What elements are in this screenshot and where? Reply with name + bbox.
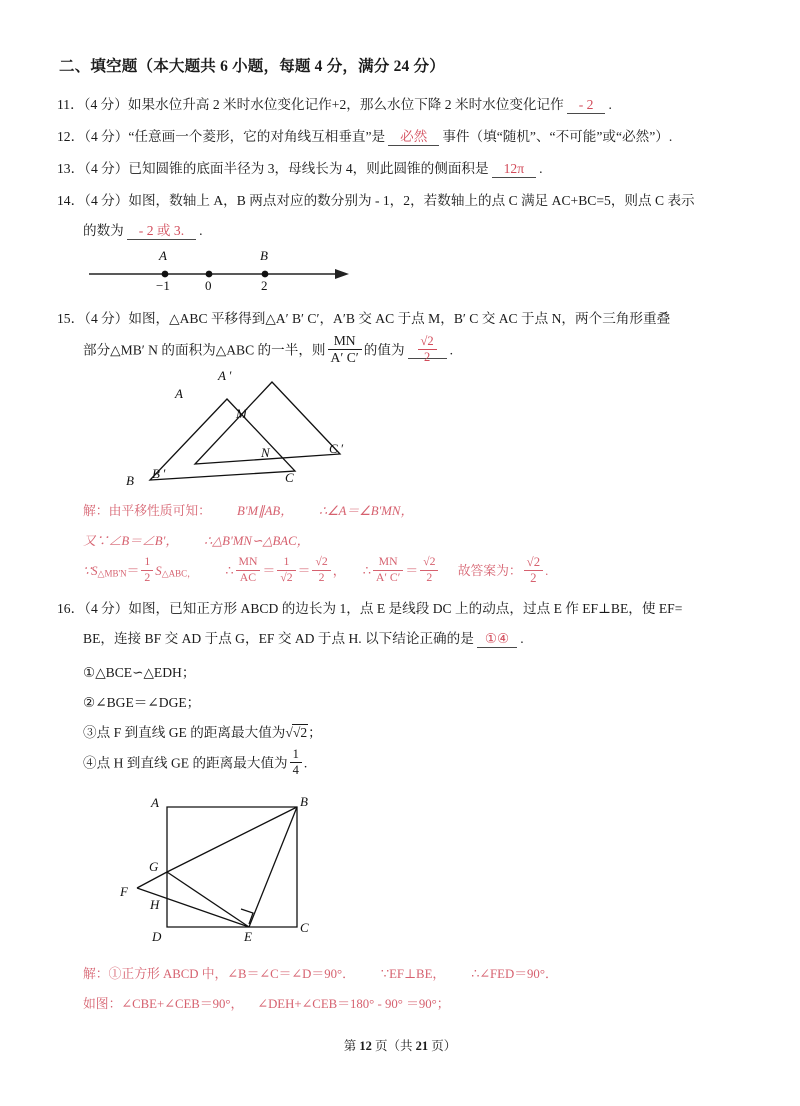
question-15-line1: 如图，△ABC 平移得到△A′ B′ C′，A′B 交 AC 于点 M，B′ C 交 AC 于点 N，两个三角形重叠 (128, 311, 671, 326)
solution-15-l3a-frac-bot: 2 (144, 570, 151, 584)
square-label-f: F (120, 883, 128, 899)
solution-16-l1c: ∴∠FED＝90°． (471, 966, 558, 981)
question-15 (57, 304, 754, 366)
triangle-label-m: M (236, 405, 247, 421)
question-16-line2 (57, 624, 754, 654)
question-14-line2-text: 的数为 (83, 223, 124, 238)
solution-15-l3a (83, 555, 197, 584)
question-12-answer[interactable]: 必然 (388, 129, 439, 146)
question-11-tail: . (608, 97, 612, 112)
solution-15-l3d-post: . (545, 563, 549, 578)
question-12 (57, 122, 754, 152)
question-11-text: 如果水位升高 2 米时水位变化记作+2，那么水位下降 2 米时水位变化记作 (127, 97, 564, 112)
question-14-line1: 如图，数轴上 A，B 两点对应的数分别为 - 1，2，若数轴上的点 C 满足 AC+BC=5，则点 C 表示 (128, 193, 695, 208)
square-label-g: G (149, 858, 159, 874)
solution-15-l3b-post: ， (332, 563, 346, 578)
solution-16 (57, 959, 754, 1019)
option-2-marker: ② (83, 694, 96, 710)
solution-16-l2a: 如图：∠CBE+∠CEB＝90°， (83, 996, 244, 1011)
question-13-text: 已知圆锥的底面半径为 3，母线长为 4，则此圆锥的侧面积是 (128, 161, 489, 176)
segment-bg (167, 807, 297, 872)
number-line-value-a: −1 (156, 278, 170, 293)
triangle-label-c-prime: C ′ (329, 440, 344, 456)
solution-15-l2a: 又∵∠B＝∠B'， (83, 533, 179, 548)
solution-15-l3a-post-sub: △ABC， (161, 567, 197, 578)
solution-15-l3d-pre: 故答案为： (457, 563, 522, 578)
solution-16-l2b: ∠DEH+∠CEB＝180° - 90° ＝90°； (257, 996, 450, 1011)
question-11 (57, 90, 754, 120)
question-13-number: 13． (57, 161, 85, 176)
question-15-line2-mid: 的值为 (363, 342, 405, 358)
triangle-label-a-prime: A ′ (218, 367, 232, 383)
option-4-fraction (290, 748, 302, 777)
solution-15-l3b-f3-top: √2 (312, 556, 330, 570)
question-14-line2 (57, 216, 754, 246)
solution-15-l3b-f2 (277, 556, 295, 584)
option-4-frac-bot: 4 (292, 763, 299, 778)
number-line-label-a: A (159, 248, 167, 263)
number-line-svg (87, 252, 357, 298)
solution-15-l3a-frac (141, 556, 153, 584)
solution-15-l3a-eq: ＝ (126, 563, 140, 578)
number-line-value-origin: 0 (205, 278, 212, 293)
question-16-line1: 如图，已知正方形 ABCD 的边长为 1，点 E 是线段 DC 上的动点，过点 E 作 EF⊥BE，使 EF= (128, 600, 683, 616)
option-3-text: 点 F 到直线 GE 的距离最大值为 (96, 724, 286, 740)
solution-15-l3c-pre: ∴ (362, 563, 371, 578)
solution-16-line-2 (83, 989, 754, 1019)
triangle-label-b-prime: B ′ (152, 465, 166, 481)
question-14-tail: . (199, 223, 203, 238)
solution-15-l3a-pre: ∵S (83, 563, 98, 578)
section-title: 二、填空题（本大题共 6 小题，每题 4 分，满分 24 分） (59, 58, 445, 75)
question-16-answer[interactable]: ①④ (477, 631, 517, 648)
question-16-line2-text: BE，连接 BF 交 AD 于点 G，EF 交 AD 于点 H. 以下结论正确的是 (83, 630, 474, 646)
option-3-tail: ； (308, 724, 322, 740)
question-14-number: 14． (57, 193, 85, 208)
solution-15-l3c-f1 (373, 556, 403, 584)
question-14-marks: （4 分） (84, 193, 129, 208)
point-a-dot (162, 271, 169, 278)
solution-15-l3b-f1 (236, 556, 261, 584)
solution-15-l3c-f1-top: MN (373, 556, 403, 570)
point-b-dot (262, 271, 269, 278)
page-footer (0, 1036, 800, 1054)
solution-15 (57, 496, 754, 588)
question-16 (57, 594, 754, 654)
question-16-number: 16． (57, 600, 85, 616)
solution-15-l3c-f2-bot: 2 (426, 570, 433, 584)
question-13 (57, 154, 754, 184)
solution-16-line-1 (83, 959, 754, 989)
question-15-answer[interactable] (408, 333, 447, 364)
option-2-text: ∠BGE＝∠DGE； (95, 694, 201, 710)
solution-15-line-3 (83, 556, 754, 588)
solution-15-l3a-frac-top: 1 (141, 556, 153, 570)
question-16-option-2 (57, 688, 754, 718)
question-15-ratio-fraction (328, 334, 362, 366)
solution-15-l3b-pre: ∴ (225, 563, 234, 578)
square-figure (119, 789, 349, 949)
question-15-answer-fraction (418, 335, 437, 364)
solution-15-line-2 (83, 526, 754, 556)
question-15-marks: （4 分） (84, 311, 129, 326)
solution-15-l3b-f2-bot: √2 (280, 570, 293, 584)
footer-suffix: 页） (428, 1039, 457, 1053)
question-15-ratio-denominator: A′ C′ (330, 350, 359, 366)
segment-be (249, 807, 297, 927)
question-11-number: 11． (57, 97, 84, 112)
footer-total-pages: 21 (415, 1039, 429, 1053)
square-label-a: A (151, 794, 159, 810)
solution-15-l1c: ∴∠A＝∠B'MN， (319, 503, 414, 518)
solution-15-l3b-f1-top: MN (236, 556, 261, 570)
question-12-number: 12． (57, 129, 85, 144)
solution-15-l3c-eq: ＝ (405, 563, 419, 578)
point-origin-dot (206, 271, 213, 278)
solution-15-l3b (225, 555, 346, 584)
solution-15-l3b-eq2: ＝ (297, 563, 311, 578)
solution-15-l3b-eq1: ＝ (262, 563, 276, 578)
option-4-text: 点 H 到直线 GE 的距离最大值为 (96, 755, 288, 771)
number-line-figure (87, 248, 357, 298)
triangle-label-b: B (126, 472, 134, 488)
question-16-options (57, 658, 754, 779)
square-label-b: B (300, 793, 308, 809)
solution-15-l3c (362, 555, 441, 584)
triangle-label-n: N (261, 444, 270, 460)
solution-15-l3d-frac-top: √2 (524, 556, 543, 571)
number-line-label-b: B (260, 248, 268, 263)
option-4-frac-top: 1 (290, 748, 302, 763)
solution-15-l3c-f1-bot: A′ C′ (375, 570, 401, 584)
question-16-option-4 (57, 748, 754, 779)
question-16-marks: （4 分） (84, 600, 129, 616)
triangles-figure (126, 367, 422, 492)
question-15-tail: . (449, 342, 454, 358)
option-3-marker: ③ (83, 724, 97, 740)
question-15-line2 (57, 334, 754, 366)
solution-15-l3c-f2 (420, 556, 438, 584)
question-15-answer-denominator: 2 (423, 349, 431, 364)
question-13-tail: . (539, 161, 543, 176)
solution-15-l3b-f3-bot: 2 (318, 570, 325, 584)
option-1-marker: ① (83, 664, 96, 680)
solution-15-l3d-frac-bot: 2 (530, 570, 537, 585)
solution-16-l1a: 解：①正方形 ABCD 中，∠B＝∠C＝∠D＝90°． (83, 966, 355, 981)
option-4-tail: . (303, 755, 308, 771)
footer-prefix: 第 (343, 1039, 360, 1053)
question-16-option-1 (57, 658, 754, 688)
question-12-tail: 事件（填“随机”、“不可能”或“必然”）. (442, 129, 673, 144)
solution-15-l3b-f1-bot: AC (239, 570, 257, 584)
square-label-d: D (152, 928, 162, 944)
option-1-text: △BCE∽△EDH； (95, 664, 196, 680)
solution-15-l2b: ∴△B'MN∽△BAC， (204, 533, 310, 548)
square-label-e: E (244, 928, 252, 944)
solution-15-l3d (457, 554, 549, 585)
solution-15-line-1 (83, 496, 754, 526)
footer-middle: 页（共 (371, 1039, 416, 1053)
option-3-radicand: √2 (292, 724, 308, 740)
solution-15-l3c-f2-top: √2 (420, 556, 438, 570)
question-15-answer-numerator: √2 (418, 335, 437, 350)
axis-arrow (335, 269, 349, 279)
question-14-answer[interactable]: - 2 或 3. (127, 223, 196, 240)
question-16-tail: . (520, 630, 524, 646)
solution-15-l1a: 解：由平移性质可知： (83, 503, 211, 518)
solution-15-l3a-post: S (155, 563, 162, 578)
option-3-radical: √√2 (285, 724, 308, 740)
square-label-c: C (300, 919, 309, 935)
question-15-ratio-numerator: MN (328, 334, 362, 350)
triangle-label-c: C (285, 469, 294, 485)
question-12-text: “任意画一个菱形，它的对角线互相垂直”是 (128, 129, 386, 144)
question-13-answer[interactable]: 12π (492, 161, 536, 178)
square-label-h: H (150, 896, 160, 912)
question-14 (57, 186, 754, 246)
number-line-value-b: 2 (261, 278, 268, 293)
solution-16-l1b: ∵EF⊥BE， (380, 966, 446, 981)
question-16-option-3 (57, 718, 754, 748)
solution-15-l1b: B'M∥AB， (236, 503, 294, 518)
solution-15-l3d-frac (524, 556, 543, 586)
triangle-label-a: A (175, 385, 183, 401)
question-15-number: 15． (57, 311, 85, 326)
solution-15-l3b-f2-top: 1 (277, 556, 295, 570)
question-11-answer[interactable]: - 2 (567, 97, 606, 114)
segment-ge (167, 872, 249, 927)
question-11-marks: （4 分） (83, 97, 128, 112)
solution-15-l3b-f3 (312, 556, 330, 584)
question-12-marks: （4 分） (84, 129, 129, 144)
square-outline (167, 807, 297, 927)
question-15-line2-text: 部分△MB′ N 的面积为△ABC 的一半，则 (83, 342, 326, 358)
footer-page-number: 12 (359, 1039, 372, 1053)
solution-15-l3a-sub: △MB'N (97, 567, 127, 578)
triangle-abc (150, 399, 295, 480)
option-4-marker: ④ (83, 755, 97, 771)
question-13-marks: （4 分） (84, 161, 129, 176)
